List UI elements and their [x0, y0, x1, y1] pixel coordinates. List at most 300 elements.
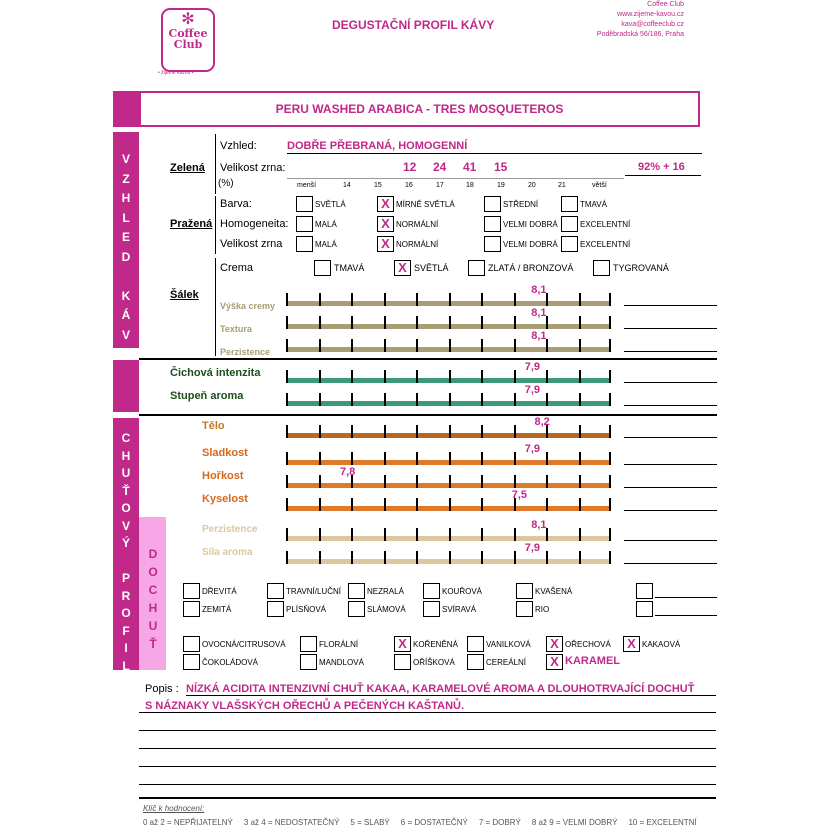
look-label: Vzhled:	[220, 140, 257, 152]
cup-row-label: Perzistence	[220, 347, 271, 357]
aroma-row-value: 7,9	[524, 361, 541, 373]
scale-tick	[319, 528, 321, 541]
scale-tick	[416, 293, 418, 306]
flavor-label: RIO	[535, 605, 550, 614]
scale-tick	[579, 528, 581, 541]
roasted-row-label: Velikost zrna	[220, 238, 283, 250]
scale-tick	[449, 425, 451, 438]
scale-tick	[351, 452, 353, 465]
roasted-option-label: VELMI DOBRÁ	[503, 240, 558, 249]
roasted-option-label: MÍRNĚ SVĚTLÁ	[396, 200, 455, 209]
sidebar-aroma	[113, 360, 139, 412]
legend-item: 10 = EXCELENTNÍ	[628, 818, 697, 827]
flavor-label: KARAMEL	[565, 655, 620, 667]
size-scale-label: 20	[528, 182, 536, 189]
taste-row-note-line[interactable]	[624, 464, 717, 465]
scale-tick	[449, 370, 451, 383]
taste-row-value: 8,2	[534, 416, 550, 428]
crema-option-label: TMAVÁ	[334, 263, 365, 273]
scale-tick	[514, 370, 516, 383]
taste-row-note-line[interactable]	[624, 487, 717, 488]
cup-row-scale	[286, 339, 611, 352]
vertical-letter: D	[121, 249, 131, 264]
scale-tick	[449, 339, 451, 352]
scale-tick	[351, 528, 353, 541]
roasted-option-label: VELMI DOBRÁ	[503, 220, 558, 229]
scale-tick	[481, 370, 483, 383]
cup-row-scale	[286, 316, 611, 329]
vertical-letter: H	[148, 601, 158, 615]
scale-tick	[449, 551, 451, 564]
scale-tick	[286, 339, 288, 352]
vertical-letter: R	[121, 588, 131, 603]
flavor-checkbox[interactable]	[348, 601, 365, 617]
scale-tick	[579, 339, 581, 352]
taste-row-scale	[286, 425, 611, 438]
flavor-checkbox[interactable]	[267, 601, 284, 617]
size-value: 12	[403, 160, 417, 174]
flavor-checkbox[interactable]	[183, 654, 200, 670]
flavor-checkbox[interactable]	[300, 636, 317, 652]
aftertaste-vertical-label	[146, 545, 160, 653]
page-title: DEGUSTAČNÍ PROFIL KÁVY	[332, 18, 495, 32]
crema-checkbox[interactable]	[593, 260, 610, 276]
scale-tick	[481, 339, 483, 352]
scale-tick	[416, 452, 418, 465]
scale-tick	[449, 452, 451, 465]
flavor-label: ČOKOLÁDOVÁ	[202, 658, 259, 667]
scale-tick	[546, 452, 548, 465]
appearance-vertical-label	[119, 150, 133, 365]
roasted-option-checkbox[interactable]	[484, 236, 501, 252]
scale-tick	[609, 425, 611, 438]
flavor-checkbox[interactable]	[183, 583, 200, 599]
scale-tick	[416, 475, 418, 488]
scale-tick	[514, 393, 516, 406]
scale-tick	[416, 316, 418, 329]
scale-tick	[514, 339, 516, 352]
flavor-checkbox[interactable]	[183, 601, 200, 617]
scale-tick	[514, 475, 516, 488]
vertical-letter: F	[122, 623, 130, 638]
flavor-label: MANDLOVÁ	[319, 658, 364, 667]
roasted-option-checkbox[interactable]	[561, 236, 578, 252]
flavor-checkbox[interactable]: X	[623, 636, 640, 652]
green-group-label: Zelená	[170, 162, 205, 174]
flavor-checkbox[interactable]	[423, 601, 440, 617]
flavor-label: PLÍSŇOVÁ	[286, 605, 327, 614]
aftertaste-row-scale	[286, 551, 611, 564]
aftertaste-row-note-line[interactable]	[624, 540, 717, 541]
scale-tick	[609, 370, 611, 383]
description-line2: S NÁZNAKY VLAŠSKÝCH OŘECHŮ A PEČENÝCH KAŠTANŮ.	[145, 700, 465, 712]
size-scale-label: 16	[405, 182, 413, 189]
scale-tick	[609, 316, 611, 329]
scale-tick	[286, 316, 288, 329]
size-scale-label: větší	[592, 182, 607, 189]
scale-tick	[319, 293, 321, 306]
flavor-label: KOUŘOVÁ	[442, 587, 483, 596]
scale-tick	[351, 498, 353, 511]
legend	[143, 818, 708, 827]
cup-row-value: 8,1	[531, 284, 547, 296]
vertical-letter: L	[122, 658, 130, 673]
roasted-option-label: TMAVÁ	[580, 200, 607, 209]
aroma-row-label: Čichová intenzita	[170, 367, 261, 379]
flavor-checkbox[interactable]	[636, 583, 653, 599]
scale-tick	[481, 293, 483, 306]
flavor-blank-line[interactable]	[655, 615, 717, 616]
aroma-row-note-line[interactable]	[624, 382, 717, 383]
crema-label: Crema	[220, 262, 254, 274]
scale-tick	[514, 551, 516, 564]
vertical-letter: Y	[121, 347, 130, 361]
flavor-label: CEREÁLNÍ	[486, 658, 527, 667]
flavor-label: NEZRALÁ	[367, 587, 404, 596]
vertical-letter	[119, 267, 133, 287]
legend-item: 6 = DOSTATEČNÝ	[400, 818, 468, 827]
scale-tick	[449, 316, 451, 329]
taste-row-value: 7,8	[340, 466, 356, 478]
flavor-checkbox[interactable]	[394, 654, 411, 670]
aroma-row-scale	[286, 393, 611, 406]
legend-title: Klíč k hodnocení:	[143, 804, 205, 813]
description-label: Popis :	[145, 683, 179, 695]
scale-tick	[319, 425, 321, 438]
cup-row-label: Výška cremy	[220, 301, 276, 311]
scale-tick	[579, 498, 581, 511]
crema-option-label: SVĚTLÁ	[414, 263, 449, 273]
roasted-option-label: SVĚTLÁ	[315, 200, 346, 209]
scale-tick	[384, 316, 386, 329]
scale-tick	[481, 425, 483, 438]
vertical-letter	[119, 553, 133, 571]
size-scale-label: 19	[497, 182, 505, 189]
vertical-letter: Ť	[149, 637, 157, 651]
scale-tick	[449, 475, 451, 488]
company-web: www.zijeme-kavou.cz	[617, 11, 684, 18]
roasted-option-checkbox[interactable]	[484, 196, 501, 212]
scale-tick	[546, 370, 548, 383]
scale-tick	[286, 393, 288, 406]
crema-checkbox[interactable]	[468, 260, 485, 276]
size-total: 92% + 16	[638, 161, 685, 173]
flavor-checkbox[interactable]	[267, 583, 284, 599]
scale-tick	[286, 293, 288, 306]
flavor-checkbox[interactable]	[636, 601, 653, 617]
scale-tick	[384, 498, 386, 511]
roasted-option-checkbox[interactable]	[296, 216, 313, 232]
flavor-label: KOŘENĚNÁ	[413, 640, 458, 649]
roasted-option-label: EXCELENTNÍ	[580, 240, 631, 249]
vertical-letter: E	[121, 230, 130, 244]
scale-tick	[416, 551, 418, 564]
scale-tick	[609, 528, 611, 541]
scale-tick	[609, 393, 611, 406]
taste-row-label: Tělo	[202, 420, 225, 432]
vertical-letter: H	[121, 448, 131, 463]
flavor-label: FLORÁLNÍ	[319, 640, 359, 649]
scale-tick	[351, 425, 353, 438]
vertical-letter: V	[121, 518, 130, 533]
scale-tick	[319, 452, 321, 465]
scale-tick	[384, 475, 386, 488]
roasted-row-label: Homogeneita:	[220, 218, 289, 230]
scale-tick	[449, 293, 451, 306]
scale-tick	[481, 498, 483, 511]
scale-tick	[579, 452, 581, 465]
flavor-label: SLÁMOVÁ	[367, 605, 406, 614]
scale-tick	[514, 316, 516, 329]
vertical-letter: C	[148, 583, 158, 597]
vertical-letter: U	[148, 619, 158, 633]
vertical-letter: O	[121, 606, 131, 620]
scale-tick	[449, 393, 451, 406]
scale-tick	[416, 425, 418, 438]
roasted-option-checkbox[interactable]: X	[377, 236, 394, 252]
company-address: Poděbradská 56/186, Praha	[596, 31, 684, 38]
taste-vertical-label	[119, 430, 133, 675]
flavor-checkbox[interactable]: X	[394, 636, 411, 652]
size-scale-label: 17	[436, 182, 444, 189]
roasted-option-label: MALÁ	[315, 220, 337, 229]
scale-tick	[351, 293, 353, 306]
scale-tick	[384, 452, 386, 465]
logo-text: Coffee Club	[168, 27, 208, 51]
cup-row-value: 8,1	[531, 330, 547, 342]
description-line1: NÍZKÁ ACIDITA INTENZIVNÍ CHUŤ KAKAA, KARAMELOVÉ AROMA A DLOUHOTRVAJÍCÍ DOCHUŤ	[186, 683, 695, 695]
scale-tick	[481, 393, 483, 406]
taste-row-scale	[286, 475, 611, 488]
roasted-option-checkbox[interactable]	[561, 196, 578, 212]
roasted-option-checkbox[interactable]: X	[377, 196, 394, 212]
roasted-option-checkbox[interactable]	[484, 216, 501, 232]
scale-tick	[579, 551, 581, 564]
scale-tick	[546, 393, 548, 406]
legend-item: 8 až 9 = VELMI DOBRÝ	[531, 818, 618, 827]
legend-item: 5 = SLABÝ	[350, 818, 390, 827]
taste-row-label: Kyselost	[202, 493, 248, 505]
size-value: 15	[494, 160, 508, 174]
scale-tick	[481, 528, 483, 541]
scale-tick	[384, 425, 386, 438]
size-scale-label: 14	[343, 182, 351, 189]
scale-tick	[609, 498, 611, 511]
flavor-label: VANILKOVÁ	[486, 640, 531, 649]
scale-tick	[416, 498, 418, 511]
size-scale-label: 18	[466, 182, 474, 189]
vertical-letter: L	[122, 210, 130, 225]
palm-icon: ✻	[181, 11, 195, 28]
scale-tick	[579, 316, 581, 329]
scale-tick	[384, 551, 386, 564]
vertical-letter: U	[121, 466, 131, 480]
flavor-checkbox[interactable]	[348, 583, 365, 599]
vertical-letter: D	[148, 547, 158, 561]
flavor-label: OŘECHOVÁ	[565, 640, 611, 649]
crema-option-label: ZLATÁ / BRONZOVÁ	[488, 263, 574, 273]
vertical-letter: V	[121, 152, 130, 166]
aftertaste-row-label: Perzistence	[202, 524, 258, 535]
flavor-label: OŘÍŠKOVÁ	[413, 658, 455, 667]
roasted-option-label: NORMÁLNÍ	[396, 220, 439, 229]
roasted-option-label: NORMÁLNÍ	[396, 240, 439, 249]
taste-row-scale	[286, 498, 611, 511]
roasted-option-label: MALÁ	[315, 240, 337, 249]
scale-tick	[481, 316, 483, 329]
legend-item: 3 až 4 = NEDOSTATEČNÝ	[243, 818, 340, 827]
cup-group-label: Šálek	[170, 289, 199, 301]
scale-tick	[579, 293, 581, 306]
roasted-option-checkbox[interactable]: X	[377, 216, 394, 232]
scale-tick	[286, 370, 288, 383]
company-name: Coffee Club	[647, 1, 684, 8]
flavor-label: DŘEVITÁ	[202, 587, 237, 596]
flavor-blank-line[interactable]	[655, 597, 717, 598]
flavor-label: KAKAOVÁ	[642, 640, 681, 649]
legend-item: 7 = DOBRÝ	[478, 818, 521, 827]
scale-tick	[384, 370, 386, 383]
vertical-letter: C	[121, 431, 131, 445]
vertical-letter: Á	[121, 308, 131, 322]
scale-tick	[416, 528, 418, 541]
legend-item: 0 až 2 = NEPŘIJATELNÝ	[143, 818, 233, 827]
cup-row-note-line[interactable]	[624, 351, 717, 352]
flavor-checkbox[interactable]	[467, 636, 484, 652]
scale-tick	[416, 370, 418, 383]
size-value: 41	[463, 160, 477, 174]
cup-row-note-line[interactable]	[624, 305, 717, 306]
scale-tick	[319, 316, 321, 329]
scale-tick	[286, 498, 288, 511]
roasted-option-checkbox[interactable]	[296, 236, 313, 252]
scale-tick	[579, 370, 581, 383]
percent-label: (%)	[218, 178, 234, 189]
taste-row-label: Hořkost	[202, 470, 244, 482]
look-value: DOBŘE PŘEBRANÁ, HOMOGENNÍ	[287, 140, 468, 152]
scale-tick	[319, 498, 321, 511]
scale-tick	[416, 339, 418, 352]
size-label: Velikost zrna:	[220, 162, 286, 174]
scale-tick	[546, 475, 548, 488]
aftertaste-row-label: Síla aroma	[202, 547, 253, 558]
scale-tick	[416, 393, 418, 406]
scale-tick	[481, 452, 483, 465]
cup-row-value: 8,1	[531, 307, 547, 319]
flavor-checkbox[interactable]: X	[546, 636, 563, 652]
scale-tick	[514, 452, 516, 465]
vertical-letter: P	[121, 571, 130, 585]
aroma-row-scale	[286, 370, 611, 383]
flavor-checkbox[interactable]	[516, 601, 533, 617]
roasted-row-label: Barva:	[220, 198, 252, 210]
aftertaste-row-value: 7,9	[524, 542, 541, 554]
flavor-checkbox[interactable]	[300, 654, 317, 670]
aftertaste-row-note-line[interactable]	[624, 563, 717, 564]
flavor-checkbox[interactable]	[516, 583, 533, 599]
company-info	[597, 0, 684, 40]
scale-tick	[351, 393, 353, 406]
scale-tick	[546, 551, 548, 564]
flavor-checkbox[interactable]	[183, 636, 200, 652]
taste-row-value: 7,9	[524, 443, 541, 455]
taste-row-note-line[interactable]	[624, 437, 717, 438]
vertical-letter: O	[121, 501, 131, 515]
size-value: 24	[433, 160, 447, 174]
flavor-label: ZEMITÁ	[202, 605, 232, 614]
scale-tick	[351, 370, 353, 383]
vertical-letter: Ť	[122, 483, 130, 498]
scale-tick	[384, 293, 386, 306]
scale-tick	[286, 452, 288, 465]
scale-tick	[286, 528, 288, 541]
flavor-checkbox[interactable]	[467, 654, 484, 670]
size-scale-label: menší	[297, 182, 317, 189]
scale-tick	[384, 393, 386, 406]
vertical-letter: K	[121, 288, 131, 303]
cup-row-scale	[286, 293, 611, 306]
scale-tick	[609, 452, 611, 465]
taste-row-value: 7,5	[511, 489, 528, 501]
scale-tick	[449, 498, 451, 511]
scale-tick	[579, 425, 581, 438]
roasted-group-label: Pražená	[170, 218, 213, 230]
aftertaste-row-scale	[286, 528, 611, 541]
scale-tick	[351, 316, 353, 329]
flavor-label: KVAŠENÁ	[535, 587, 573, 596]
scale-tick	[514, 293, 516, 306]
scale-tick	[319, 551, 321, 564]
scale-tick	[514, 528, 516, 541]
aroma-row-note-line[interactable]	[624, 405, 717, 406]
scale-tick	[609, 551, 611, 564]
vertical-letter: Z	[122, 171, 130, 186]
scale-tick	[481, 475, 483, 488]
aroma-row-value: 7,9	[524, 384, 541, 396]
flavor-checkbox[interactable]: X	[546, 654, 563, 670]
scale-tick	[609, 339, 611, 352]
taste-row-note-line[interactable]	[624, 510, 717, 511]
size-scale-label: 15	[374, 182, 382, 189]
taste-row-label: Sladkost	[202, 447, 248, 459]
vertical-letter: O	[148, 565, 158, 579]
flavor-label: SVÍRAVÁ	[442, 605, 477, 614]
scale-tick	[609, 293, 611, 306]
roasted-option-checkbox[interactable]	[561, 216, 578, 232]
flavor-checkbox[interactable]	[423, 583, 440, 599]
crema-option-label: TYGROVANÁ	[613, 263, 669, 273]
company-email: kava@coffeeclub.cz	[621, 21, 684, 28]
crema-checkbox[interactable]	[314, 260, 331, 276]
scale-tick	[449, 528, 451, 541]
scale-tick	[384, 528, 386, 541]
logo-tagline: • žijeme kávou •	[158, 70, 194, 76]
roasted-option-checkbox[interactable]	[296, 196, 313, 212]
vertical-letter: Ý	[121, 536, 130, 550]
cup-row-label: Textura	[220, 324, 252, 334]
coffee-name-box	[113, 91, 700, 127]
aftertaste-row-value: 8,1	[531, 519, 547, 531]
scale-tick	[481, 551, 483, 564]
scale-tick	[286, 475, 288, 488]
roasted-option-label: STŘEDNÍ	[503, 200, 539, 209]
scale-tick	[319, 475, 321, 488]
scale-tick	[546, 498, 548, 511]
scale-tick	[351, 339, 353, 352]
scale-tick	[319, 339, 321, 352]
crema-checkbox[interactable]: X	[394, 260, 411, 276]
cup-row-note-line[interactable]	[624, 328, 717, 329]
